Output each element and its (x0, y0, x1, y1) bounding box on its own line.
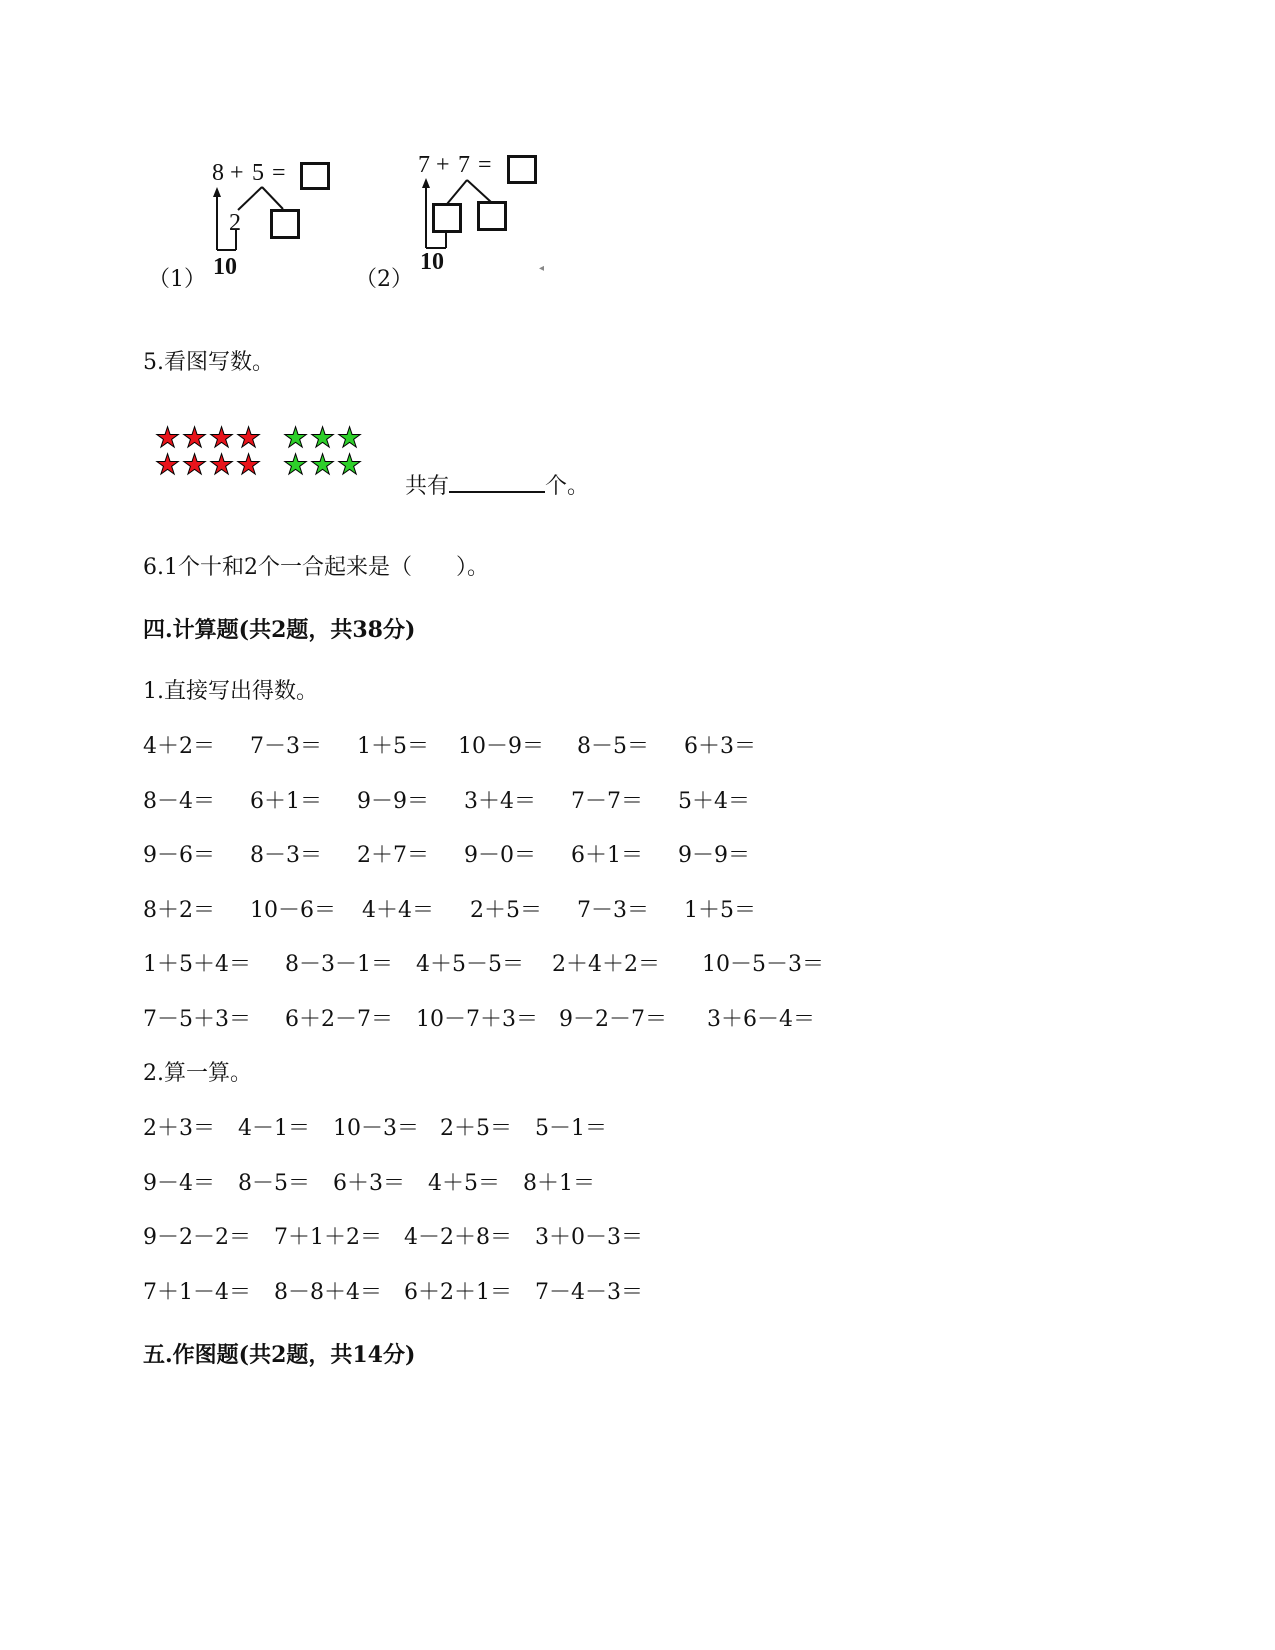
math-problem: 5＋4＝ (678, 788, 750, 814)
green-star: ★ (310, 421, 336, 454)
section4-heading: 四.计算题(共2题，共38分) (143, 617, 416, 643)
green-star: ★ (283, 421, 309, 454)
math-problem: 6＋2－7＝ (285, 1006, 393, 1032)
math-problem: 9－0＝ (464, 843, 536, 868)
math-problem: 8－8＋4＝ (274, 1279, 382, 1305)
math-problem: 4－1＝ (238, 1116, 310, 1141)
math-problem: 2＋3＝ (143, 1116, 215, 1141)
math-problem: 1＋5＝ (357, 734, 429, 759)
eq2-right: 7 (458, 152, 470, 178)
red-star: ★ (209, 448, 235, 481)
math-problem: 1＋5＋4＝ (143, 952, 251, 977)
math-problem: 9－2－2＝ (143, 1225, 251, 1250)
red-star: ★ (155, 448, 181, 481)
figure-label-1: （1） (148, 267, 206, 292)
split-value: 2 (229, 210, 241, 236)
math-problem: 5－1＝ (535, 1116, 607, 1141)
green-star: ★ (310, 448, 336, 481)
math-problem: 2＋5＝ (470, 897, 542, 923)
math-problem: 3＋0－3＝ (535, 1225, 643, 1250)
math-problem: 6＋1＝ (571, 843, 643, 868)
math-problem: 6＋3＝ (684, 734, 756, 759)
eq1-sign: = (272, 160, 286, 186)
math-problem: 4＋5－5＝ (416, 952, 524, 977)
base-ten-1: 10 (213, 254, 237, 280)
math-problem: 7－7＝ (571, 788, 643, 814)
math-problem: 4＋5＝ (428, 1170, 500, 1196)
math-problem: 10－5－3＝ (702, 952, 824, 977)
math-problem: 4＋4＝ (362, 897, 434, 923)
math-problem: 4－2＋8＝ (404, 1225, 512, 1250)
math-problem: 10－6＝ (250, 897, 336, 923)
math-problem: 4＋2＝ (143, 734, 215, 759)
math-problem: 7－3＝ (250, 734, 322, 759)
base-ten-2: 10 (420, 249, 444, 275)
math-problem: 2＋5＝ (440, 1116, 512, 1141)
q5-blank[interactable] (449, 469, 545, 493)
q5-title: 5.看图写数。 (143, 350, 274, 375)
green-star: ★ (283, 448, 309, 481)
red-star: ★ (209, 421, 235, 454)
math-problem: 10－7＋3＝ (416, 1006, 538, 1032)
answer-box-5[interactable] (477, 201, 507, 231)
math-problem: 6＋2＋1＝ (404, 1279, 512, 1305)
eq2-sign: = (478, 152, 492, 178)
math-problem: 10－9＝ (458, 734, 544, 759)
red-star: ★ (182, 421, 208, 454)
red-star: ★ (155, 421, 181, 454)
math-problem: 7＋1－4＝ (143, 1279, 251, 1305)
math-problem: 2＋7＝ (357, 843, 429, 868)
math-problem: 7－3＝ (577, 897, 649, 923)
math-problem: 8－3－1＝ (285, 952, 393, 977)
math-problem: 8－5＝ (238, 1170, 310, 1196)
answer-box-2[interactable] (270, 209, 300, 239)
eq1-right: 5 (252, 160, 264, 186)
eq1-op: + (230, 160, 244, 186)
figure-label-2: （2） (355, 267, 413, 292)
q5-suffix: 个。 (545, 474, 590, 499)
s4-q1-title: 1.直接写出得数。 (143, 679, 318, 704)
q5-answer (405, 469, 589, 501)
math-problem: 8－4＝ (143, 788, 215, 814)
math-problem: 9－6＝ (143, 843, 215, 868)
answer-box-4[interactable] (432, 203, 462, 233)
red-star: ★ (182, 448, 208, 481)
math-problem: 8－3＝ (250, 843, 322, 868)
math-problem: 9－4＝ (143, 1170, 215, 1196)
red-star: ★ (236, 421, 262, 454)
math-problem: 6＋3＝ (333, 1170, 405, 1196)
s4-q2-title: 2.算一算。 (143, 1061, 252, 1086)
section5-heading: 五.作图题(共2题，共14分) (143, 1342, 416, 1368)
math-problem: 9－9＝ (357, 788, 429, 814)
eq1-left: 8 (212, 160, 224, 186)
green-star: ★ (337, 448, 363, 481)
red-star: ★ (236, 448, 262, 481)
math-problem: 6＋1＝ (250, 788, 322, 814)
math-problem: 8－5＝ (577, 734, 649, 759)
small-marker-icon: ◂ (539, 263, 545, 274)
q5-prefix: 共有 (405, 474, 450, 499)
math-problem: 7＋1＋2＝ (274, 1225, 382, 1250)
eq2-op: + (436, 152, 450, 178)
eq2-left: 7 (418, 152, 430, 178)
math-problem: 9－2－7＝ (559, 1006, 667, 1032)
math-problem: 3＋4＝ (464, 788, 536, 814)
math-problem: 7－4－3＝ (535, 1279, 643, 1305)
math-problem: 8＋1＝ (523, 1170, 595, 1196)
math-problem: 8＋2＝ (143, 897, 215, 923)
math-problem: 10－3＝ (333, 1116, 419, 1141)
q6-text: 6.1个十和2个一合起来是（ ）。 (143, 555, 489, 580)
math-problem: 3＋6－4＝ (707, 1006, 815, 1032)
math-problem: 1＋5＝ (684, 897, 756, 923)
math-problem: 2＋4＋2＝ (552, 952, 660, 977)
green-star: ★ (337, 421, 363, 454)
math-problem: 7－5＋3＝ (143, 1006, 251, 1032)
math-problem: 9－9＝ (678, 843, 750, 868)
